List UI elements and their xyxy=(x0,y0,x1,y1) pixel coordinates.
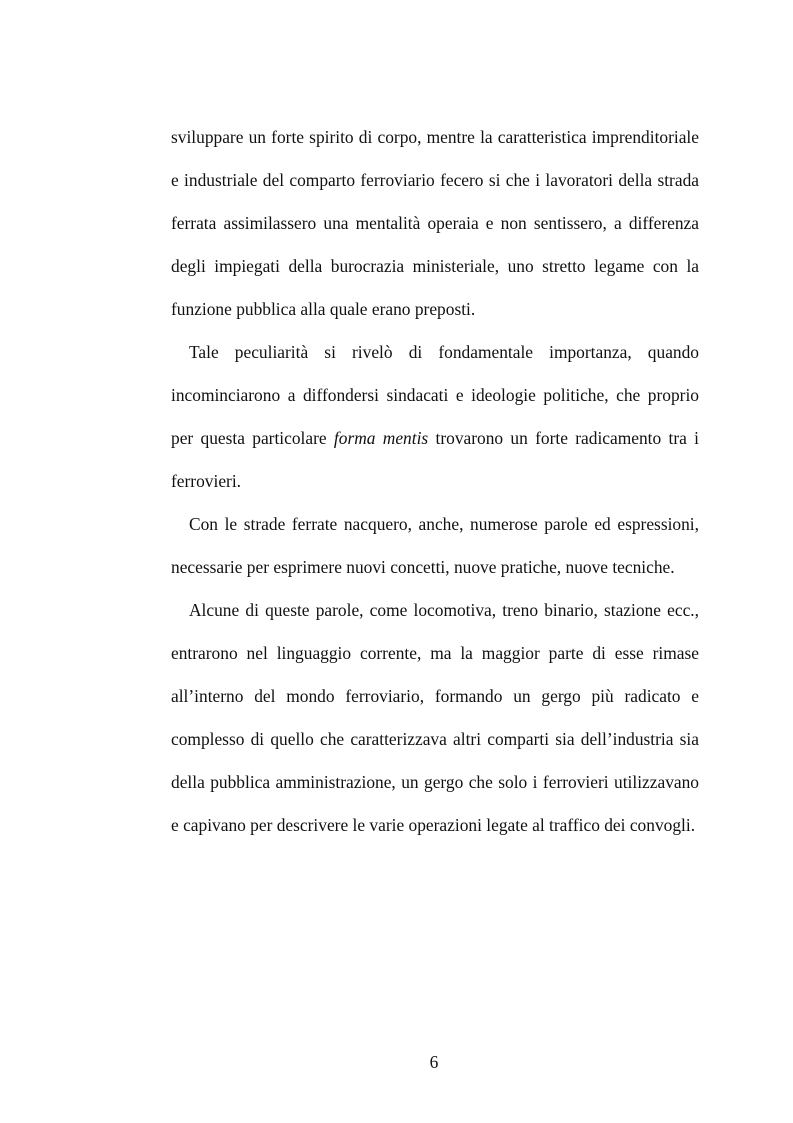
paragraph-2-emphasis: forma mentis xyxy=(333,428,429,448)
paragraph-4: Alcune di queste parole, come locomotiva, treno binario, stazione ecc., entrarono nel linguaggio corrente, ma la maggior parte di esse rimase all’interno del mondo ferroviario, formando un gergo più radicato e complesso di quello che caratterizzava altri comparti sia dell’industria sia della pubblica amministrazione, un gergo che solo i ferrovieri utilizzavano e capivano per descrivere le varie operazioni legate al traffico dei convogli. xyxy=(171,600,699,835)
paragraph-1: sviluppare un forte spirito di corpo, mentre la caratteristica imprenditoriale e industriale del comparto ferroviario fecero si che i lavoratori della strada ferrata assimilassero una mentalità operaia e non sentissero, a differenza degli impiegati della burocrazia ministeriale, uno stretto legame con la funzione pubblica alla quale erano preposti. xyxy=(171,127,699,319)
body-text xyxy=(171,116,699,847)
paragraph-2-text-after: trovarono un forte radicamento tra i ferrovieri. xyxy=(171,428,699,491)
page-number: 6 xyxy=(429,1052,439,1072)
paragraph-2-text-before: Tale peculiarità si rivelò di fondamentale importanza, quando incominciarono a diffondersi sindacati e ideologie politiche, che proprio per questa particolare xyxy=(171,342,699,448)
paragraph-3: Con le strade ferrate nacquero, anche, numerose parole ed espressioni, necessarie per esprimere nuovi concetti, nuove pratiche, nuove tecniche. xyxy=(171,514,699,577)
paragraph-2 xyxy=(171,331,699,503)
